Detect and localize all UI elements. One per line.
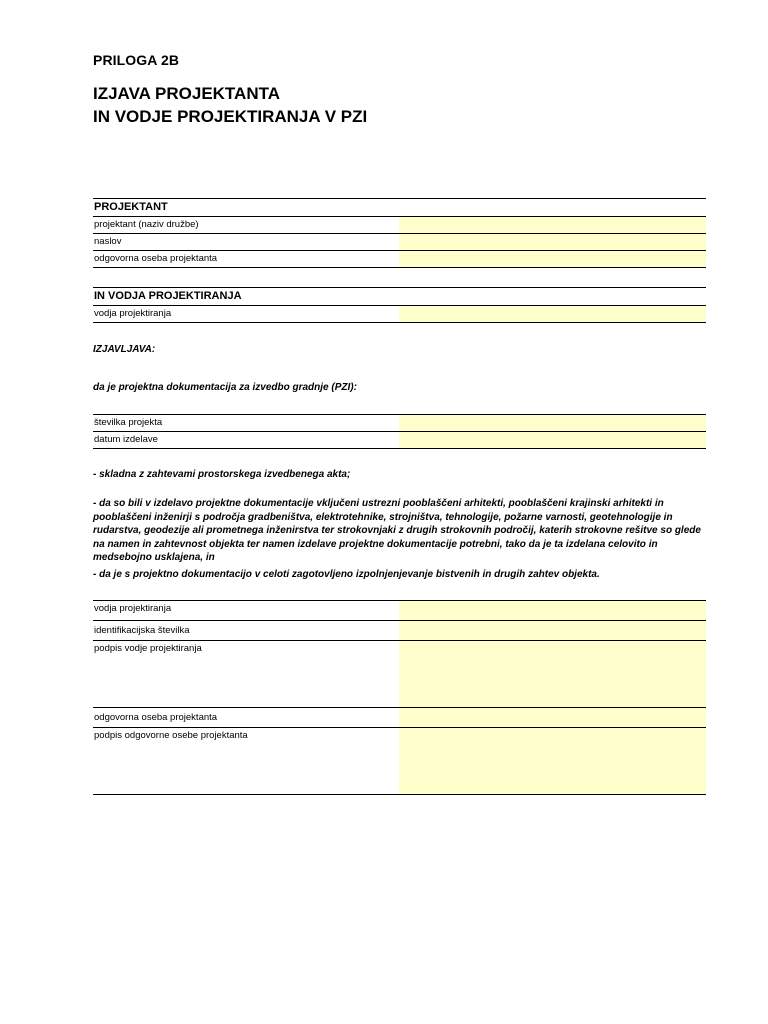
title-line-2: IN VODJE PROJEKTIRANJA V PZI	[93, 107, 368, 126]
form-row-project-number	[93, 415, 706, 432]
responsible-person-field[interactable]	[399, 251, 706, 267]
vodja-heading: IN VODJA PROJEKTIRANJA	[93, 287, 706, 306]
projektant-heading: PROJEKTANT	[93, 198, 706, 217]
point-2: - da so bili v izdelavo projektne dokumentacije vključeni ustrezni pooblaščeni arhitekti, pooblaščeni krajinski arhitekti in pooblaščeni inženirji s področja gradbeništva, elektrotehnike, strojništva, tehnologije, požarne varnosti, geotehnologije in rudarstva, geodezije ali prometnega inženirstva ter strokovnjaki z drugih strokovnih področij, katerih strokovne rešitve so glede na namen in zahtevnost objekta ter namen izdelave projektne dokumentacije potrebni, tako da je ta izdelana celovito in medsebojno usklajena, in	[93, 498, 701, 563]
id-number-field[interactable]	[399, 621, 706, 640]
date-field[interactable]	[399, 432, 706, 448]
project-number-field[interactable]	[399, 415, 706, 431]
field-label: projektant (naziv družbe)	[94, 219, 199, 230]
annex-label: PRILOGA 2B	[93, 52, 180, 68]
field-label: datum izdelave	[94, 434, 158, 445]
project-info-table	[93, 414, 706, 449]
form-row-address	[93, 234, 706, 251]
form-row-company	[93, 217, 706, 234]
document-title	[93, 82, 367, 128]
intro-text: da je projektna dokumentacija za izvedbo gradnje (PZI):	[93, 382, 357, 393]
address-field[interactable]	[399, 234, 706, 250]
field-label: vodja projektiranja	[94, 603, 172, 614]
form-row-sig-oseba-signature	[93, 728, 706, 795]
form-row-sig-oseba	[93, 708, 706, 728]
field-label: odgovorna oseba projektanta	[94, 712, 218, 723]
form-row-date	[93, 432, 706, 449]
point-3: - da je s projektno dokumentacijo v celoti zagotovljeno izpolnjenjevanje bistvenih in drugih zahtev objekta.	[93, 569, 600, 580]
form-row-sig-vodja	[93, 601, 706, 621]
declares-label: IZJAVLJAVA:	[93, 344, 156, 355]
field-label: podpis vodje projektiranja	[94, 643, 202, 654]
responsible-signature-field[interactable]	[399, 728, 706, 794]
project-manager-field[interactable]	[399, 306, 706, 322]
signature-table	[93, 600, 706, 795]
form-row-responsible	[93, 251, 706, 268]
vodja-section	[93, 287, 706, 323]
field-label: naslov	[94, 236, 122, 247]
projektant-section	[93, 198, 706, 268]
form-row-sig-vodja-signature	[93, 641, 706, 708]
sig-project-manager-field[interactable]	[399, 601, 706, 620]
field-label: identifikacijska številka	[94, 625, 190, 636]
sig-responsible-person-field[interactable]	[399, 708, 706, 727]
company-name-field[interactable]	[399, 217, 706, 233]
form-row-vodja	[93, 306, 706, 323]
form-row-id	[93, 621, 706, 641]
field-label: vodja projektiranja	[94, 308, 172, 319]
manager-signature-field[interactable]	[399, 641, 706, 707]
point-1: - skladna z zahtevami prostorskega izvedbenega akta;	[93, 469, 351, 480]
field-label: odgovorna oseba projektanta	[94, 253, 218, 264]
field-label: številka projekta	[94, 417, 163, 428]
field-label: podpis odgovorne osebe projektanta	[94, 730, 248, 741]
title-line-1: IZJAVA PROJEKTANTA	[93, 84, 281, 103]
